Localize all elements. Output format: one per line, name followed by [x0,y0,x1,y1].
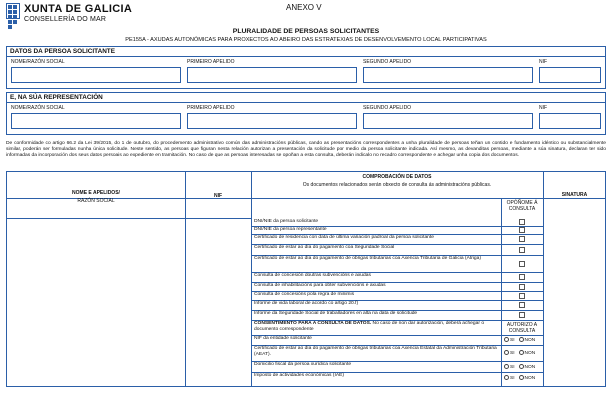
form-subtitle: PE155A - AXUDAS AUTONÓMICAS PARA PROXECTOS AO ABEIRO DAS ESTRATEXIAS DE DESENVOLVEMENTO LOCAL PARTICIPATIVAS [125,37,487,43]
radio-yes-icon[interactable] [504,375,509,380]
consent-item-label: Imposto de actividades económicas (IAE) [254,373,344,378]
col-name-header: NOME E APELIDOS/ [72,190,120,196]
applicant-surname2-input[interactable] [363,67,533,83]
applicant-section [6,46,606,89]
oppose-checkbox[interactable] [519,219,525,225]
oppose-checkbox[interactable] [519,284,525,290]
applicant-surname2-label: SEGUNDO APELIDO [363,59,412,65]
representative-section [6,92,606,135]
radio-yes-icon[interactable] [504,364,509,369]
radio-no-icon[interactable] [519,364,524,369]
consent-item-label: NIF da entidade solicitante [254,336,312,341]
applicant-surname1-input[interactable] [187,67,357,83]
rep-surname2-label: SEGUNDO APELIDO [363,105,412,111]
col-check-header: COMPROBACIÓN DE DATOS [362,174,432,180]
radio-no-icon[interactable] [519,350,524,355]
form-title: PLURALIDADE DE PERSOAS SOLICITANTES [232,28,380,35]
rep-surname1-label: PRIMEIRO APELIDO [187,105,235,111]
check-item-label: Informe da Seguridade Social de traballadores en alta na data de solicitude [254,311,418,316]
legal-paragraph: De conformidade co artigo 66.2 da Lei 39/2015, do 1 de outubro, do procedemento administrativo común das administracións públicas, cando as presentacións correspondentes a unha pluralidade de persoas teñan un contido e fundamento idéntico ou substancialmente similar, poderán ser formuladas nunha única solicitude. Neste sentido, as persoas que figuran nesta relación autorizan a presentación da solicitude por medio da persoa solicitante indicada. Así mesmo, as devanditas persoas, mediante a súa sinatura, declaran ter sido informadas da incorporación dos seus datos persoais ao expediente en tramitación. No caso de que as persoas interesadas se opoñan a esta consulta, deberán indicalo no recadro correspondente e achegar unha copia dos documentos. [6,141,606,159]
oppose-checkbox[interactable] [519,302,525,308]
oppose-checkbox[interactable] [519,261,525,267]
annex-label: ANEXO V [286,3,322,12]
applicant-name-input[interactable] [11,67,181,83]
rep-surname1-input[interactable] [187,113,357,129]
department-name: CONSELLERÍA DO MAR [24,16,107,23]
check-item-label: Consulta de concesión doutras subvencións e axudas [254,273,371,278]
radio-yes-icon[interactable] [504,337,509,342]
authorize-radio-group[interactable]: SI NON [504,364,535,370]
authorize-radio-group[interactable]: SI NON [504,350,535,356]
check-item-label: Consulta de inhabilitacións para obter subvencións e axudas [254,283,386,288]
oppose-checkbox[interactable] [519,293,525,299]
rep-name-label: NOME/RAZÓN SOCIAL [11,105,65,111]
check-item-label: Certificado de estar ao día do pagamento coa Seguridade Social [254,245,395,250]
check-item-label: DNI/NIE da persoa solicitante [254,219,319,224]
oppose-checkbox[interactable] [519,312,525,318]
rep-nif-input[interactable] [539,113,601,129]
authorize-header: AUTORIZO A CONSULTA [506,322,538,334]
authorize-radio-group[interactable]: SI NON [504,375,535,381]
consent-item-label: Domicilio fiscal da persoa xurídica solicitante [254,362,352,367]
check-item-label: Consulta de concesións pola regra de minimis [254,292,355,297]
applicant-name-label: NOME/RAZÓN SOCIAL [11,59,65,65]
oppose-checkbox[interactable] [519,274,525,280]
plurality-table [6,171,606,387]
applicant-heading: DATOS DA PERSOA SOLICITANTE [7,47,605,57]
rep-name-input[interactable] [11,113,181,129]
radio-yes-icon[interactable] [504,350,509,355]
check-item-label: DNI/NIE da persoa representante [254,227,327,232]
oppose-checkbox[interactable] [519,236,525,242]
org-name: XUNTA DE GALICIA [24,3,133,15]
applicant-nif-label: NIF [539,59,548,65]
applicant-surname1-label: PRIMEIRO APELIDO [187,59,235,65]
oppose-header: OPÓÑOME Á CONSULTA [506,200,538,212]
applicant-nif-input[interactable] [539,67,601,83]
representative-heading: E, NA SÚA REPRESENTACIÓN [7,93,605,103]
consent-heading: CONSENTIMENTO PARA A CONSULTA DE DATOS. No caso de non dar autorización, deberá achegar o documento correspondente [254,321,485,332]
consent-item-label: Certificado de estar ao día do pagamento de obrigas tributarias coa Axencia Estatal da Administración Tributaria (AEAT). [254,346,497,357]
check-item-label: Certificado de estar ao día do pagamento de obrigas tributarias coa Axencia Tributaria de Galicia (Atriga) [254,256,481,261]
rep-surname2-input[interactable] [363,113,533,129]
oppose-checkbox[interactable] [519,227,525,233]
col-nif-header: NIF [213,193,223,199]
authorize-radio-group[interactable]: SI NON [504,337,535,343]
radio-no-icon[interactable] [519,375,524,380]
radio-no-icon[interactable] [519,337,524,342]
col-name-header-2: RAZÓN SOCIAL [77,198,115,204]
rep-nif-label: NIF [539,105,548,111]
xunta-logo-icon [6,3,20,19]
col-sign-header: SINATURA [561,192,588,198]
oppose-checkbox[interactable] [519,247,525,253]
check-item-label: Informe de vida laboral de acordo co artigo 20.f) [254,301,359,306]
check-item-label: Certificado de residencia con data de última variación padroal da persoa solicitante [254,235,434,240]
col-check-subheader: Os documentos relacionados serán obxecto de consulta ás administracións públicas. [302,182,492,188]
